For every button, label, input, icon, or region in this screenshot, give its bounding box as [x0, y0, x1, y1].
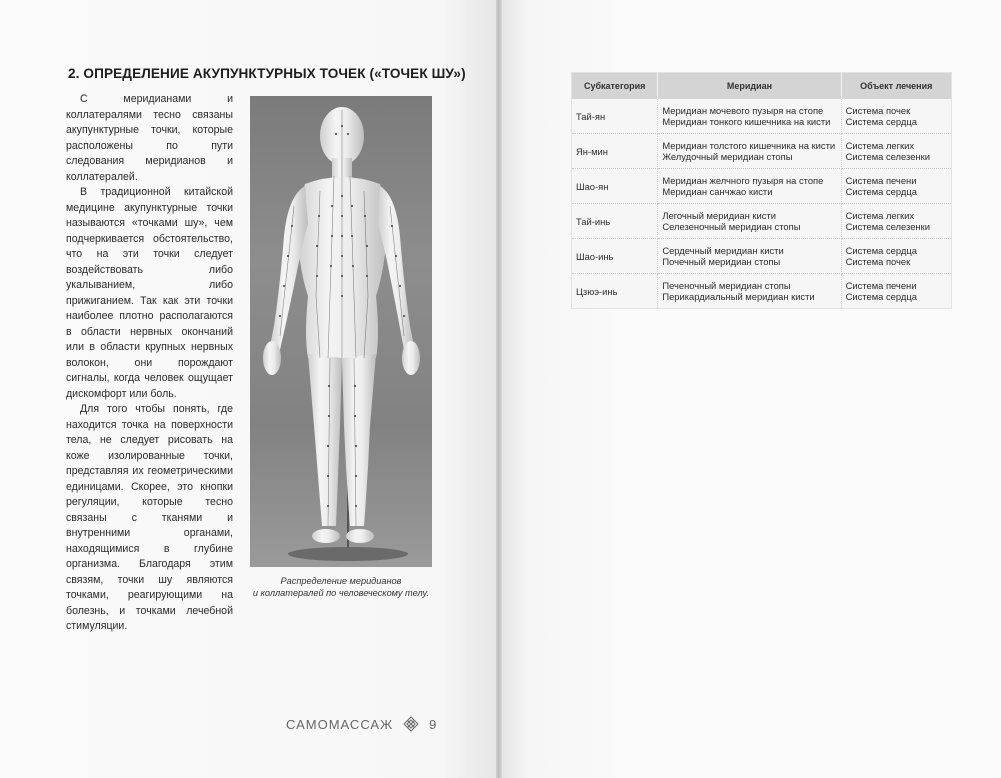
table-row	[572, 204, 952, 239]
table-row	[572, 169, 952, 204]
cell-line: Меридиан тонкого кишечника на кисти	[662, 116, 831, 127]
section-heading: 2. ОПРЕДЕЛЕНИЕ АКУПУНКТУРНЫХ ТОЧЕК («ТОЧЕК ШУ»)	[68, 66, 466, 81]
cell-line: Перикардиальный меридиан кисти	[662, 291, 815, 302]
cell-line: Система сердца	[845, 186, 917, 197]
cell-line: Легочный меридиан кисти	[662, 210, 776, 221]
body-text	[66, 92, 233, 635]
subcategory-cell: Тай-ян	[572, 99, 658, 134]
cell-line: Меридиан мочевого пузыря на стопе	[662, 105, 824, 116]
acupuncture-figure-photo	[250, 96, 432, 567]
caption-line: и коллатералей по человеческому телу.	[252, 587, 430, 598]
subcategory-cell: Шао-инь	[572, 239, 658, 274]
meridian-cell	[658, 274, 841, 309]
page-number: 9	[429, 716, 437, 732]
cell-line: Система селезенки	[845, 221, 930, 232]
caption-line: Распределение меридианов	[280, 576, 402, 586]
figure-caption	[250, 576, 432, 599]
endless-knot-icon	[403, 716, 419, 732]
subcategory-cell: Ян-мин	[572, 134, 658, 169]
target-cell	[841, 169, 951, 204]
subcategory-cell: Шао-ян	[572, 169, 658, 204]
cell-line: Система печени	[845, 175, 917, 186]
meridian-cell	[658, 99, 841, 134]
meridian-cell	[658, 169, 841, 204]
cell-line: Система сердца	[845, 116, 917, 127]
meridian-cell	[658, 239, 841, 274]
subcategory-cell: Цзюэ-инь	[572, 274, 658, 309]
target-cell	[841, 134, 951, 169]
table-row	[572, 134, 952, 169]
subcategory-cell: Тай-инь	[572, 204, 658, 239]
column-header: Объект лечения	[841, 73, 951, 100]
table-header-row	[572, 73, 952, 100]
cell-line: Почечный меридиан стопы	[662, 256, 781, 267]
cell-line: Система селезенки	[845, 151, 930, 162]
cell-line: Система сердца	[845, 291, 917, 302]
cell-line: Система легких	[845, 210, 915, 221]
cell-line: Печеночный меридиан стопы	[662, 280, 791, 291]
table-row	[572, 274, 952, 309]
cell-line: Меридиан санчжао кисти	[662, 186, 773, 197]
table-row	[572, 239, 952, 274]
cell-line: Меридиан толстого кишечника на кисти	[662, 140, 836, 151]
column-header: Меридиан	[658, 73, 841, 100]
cell-line: Система сердца	[845, 245, 917, 256]
cell-line: Система почек	[845, 105, 911, 116]
meridian-cell	[658, 204, 841, 239]
cell-line: Желудочный меридиан стопы	[662, 151, 793, 162]
target-cell	[841, 274, 951, 309]
cell-line: Селезеночный меридиан стопы	[662, 221, 801, 232]
page-footer	[286, 716, 436, 732]
paragraph: В традиционной китайской медицине акупунктурные точки называются «точками шу», чем подчеркивается обстоятельство, что на эти точки следует воздействовать либо укалыванием, либо прижиганием. Так как эти точки наиболее плотно располагаются в области нервных окончаний или в области крупных нервных волокон, они порождают сигналы, когда человек ощущает дискомфорт или боль.	[66, 186, 233, 400]
book-title: САМОМАССАЖ	[286, 716, 394, 732]
paragraph: С меридианами и коллатералями тесно связаны акупунктурные точки, которые расположены по пути следования меридианов и коллатералей.	[66, 93, 233, 183]
cell-line: Система легких	[845, 140, 915, 151]
book-spine	[496, 0, 502, 778]
cell-line: Меридиан желчного пузыря на стопе	[662, 175, 824, 186]
target-cell	[841, 99, 951, 134]
target-cell	[841, 204, 951, 239]
cell-line: Система почек	[845, 256, 911, 267]
table-row	[572, 99, 952, 134]
cell-line: Сердечный меридиан кисти	[662, 245, 784, 256]
target-cell	[841, 239, 951, 274]
column-header: Субкатегория	[572, 73, 658, 100]
cell-line: Система печени	[845, 280, 917, 291]
paragraph: Для того чтобы понять, где находится точка на поверхности тела, не следует рисовать на коже изолированные точки, представляя их геометрическими единицами. Скорее, это кнопки регуляции, которые тесно связаны с тканями и внутренними органами, находящимися в глубине организма. Благодаря этим связям, точки шу являются точками, реагирующими на болезнь, и точками лечебной стимуляции.	[66, 403, 233, 632]
meridian-table	[571, 72, 952, 309]
meridian-cell	[658, 134, 841, 169]
